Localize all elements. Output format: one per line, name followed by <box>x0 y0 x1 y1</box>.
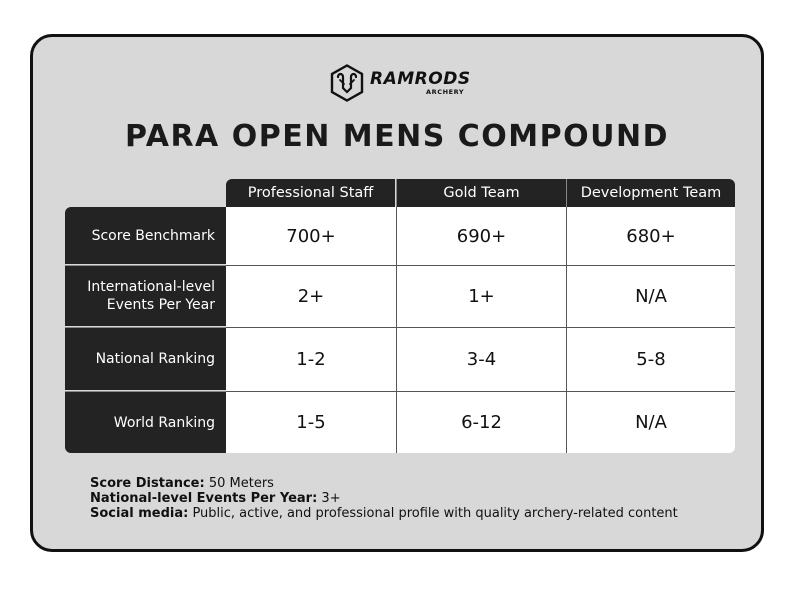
row-header-national-ranking <box>65 327 226 390</box>
row-header-world-ranking <box>65 391 226 453</box>
table-cell: 3-4 <box>396 327 566 391</box>
table-cell: N/A <box>566 391 735 453</box>
row-header-label: World Ranking <box>113 414 215 431</box>
requirements-notes <box>90 476 678 521</box>
row-header-label <box>87 278 215 314</box>
brand-subtitle: ARCHERY <box>426 88 465 96</box>
brand-logo <box>330 64 474 104</box>
table-cell: 1-2 <box>226 327 396 391</box>
table-cell: N/A <box>566 265 735 327</box>
note-score-distance <box>90 476 678 491</box>
table-cell: 690+ <box>396 207 566 265</box>
note-value: 3+ <box>317 491 341 506</box>
table-body <box>226 207 735 453</box>
row-header-label-line1: International-level <box>87 279 215 295</box>
table-cell: 680+ <box>566 207 735 265</box>
column-header-professional-staff: Professional Staff <box>226 179 395 207</box>
table-cell: 700+ <box>286 225 336 247</box>
column-header-development-team: Development Team <box>566 179 735 207</box>
brand-name: RAMRODS <box>370 69 471 89</box>
row-header-label: National Ranking <box>95 351 215 367</box>
table-cell: 1+ <box>396 265 566 327</box>
row-header-label: Score Benchmark <box>91 227 215 244</box>
note-value: Public, active, and professional profile with quality archery-related content <box>188 506 678 521</box>
note-national-events <box>90 491 678 506</box>
benchmark-card <box>30 34 764 552</box>
row-header-score-benchmark <box>65 207 226 264</box>
row-header-label-line2: Events Per Year <box>106 297 215 313</box>
table-cell: 5-8 <box>566 327 735 391</box>
table-cell: 6-12 <box>396 391 566 453</box>
column-header-gold-team: Gold Team <box>396 179 566 207</box>
table-cell: 2+ <box>226 265 396 327</box>
note-key: Score Distance: <box>90 476 205 491</box>
page-title: PARA OPEN MENS COMPOUND <box>125 119 669 154</box>
row-header-international-events <box>65 265 226 326</box>
note-value: 50 Meters <box>204 476 274 491</box>
note-social-media <box>90 506 678 521</box>
note-key: Social media: <box>90 506 189 521</box>
ram-hexagon-icon <box>330 64 364 102</box>
table-cell: 1-5 <box>226 391 396 453</box>
note-key: National-level Events Per Year: <box>90 491 318 506</box>
